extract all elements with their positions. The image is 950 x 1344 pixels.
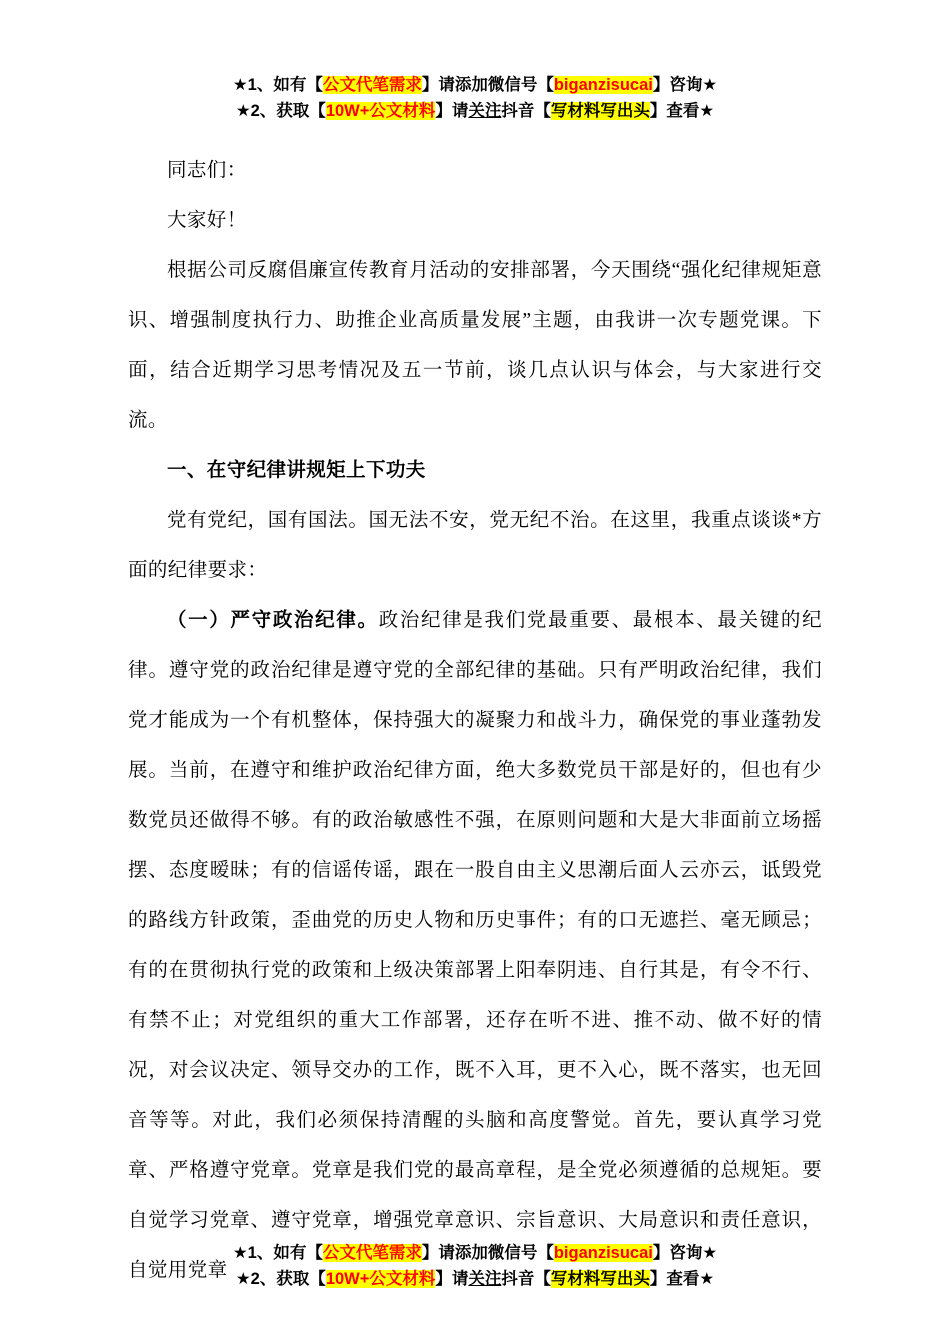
star-right-icon: ★: [699, 102, 715, 120]
promo-line2-seg2: 】请: [435, 1270, 469, 1288]
promo-line2-highlight-2: 写材料写出头: [550, 1270, 650, 1288]
promo-line1-highlight-1: 公文代笔需求: [322, 1244, 422, 1262]
promo-line1-highlight-1: 公文代笔需求: [322, 76, 422, 94]
promo-banner-line-1: [0, 1240, 950, 1266]
promo-line1-highlight-2: biganzisucai: [553, 1244, 653, 1262]
star-left-icon: ★: [235, 102, 251, 120]
subsection-text: 政治纪律是我们党最重要、最根本、最关键的纪律。遵守党的政治纪律是遵守党的全部纪律的基础。只有严明政治纪律，我们党才能成为一个有机整体，保持强大的凝聚力和战斗力，确保党的事业蓬勃发展。当前，在遵守和维护政治纪律方面，绝大多数党员干部是好的，但也有少数党员还做得不够。有的政治敏感性不强，在原则问题和大是大非面前立场摇摆、态度暧昧；有的信谣传谣，跟在一股自由主义思潮后面人云亦云，诋毁党的路线方针政策，歪曲党的历史人物和历史事件；有的口无遮拦、毫无顾忌；有的在贯彻执行党的政策和上级决策部署上阳奉阴违、自行其是，有令不行、有禁不止；对党组织的重大工作部署，还存在听不进、推不动、做不好的情况，对会议决定、领导交办的工作，既不入耳，更不入心，既不落实，也无回音等等。对此，我们必须保持清醒的头脑和高度警觉。首先，要认真学习党章、严格遵守党章。党章是我们党的最高章程，是全党必须遵循的总规矩。要自觉学习党章、遵守党章，增强党章意识、宗旨意识、大局意识和责任意识，自觉用党章: [128, 610, 822, 1281]
promo-banner-line-2: [128, 98, 822, 124]
paragraph-subsection-1: [128, 596, 822, 1296]
star-right-icon: ★: [702, 1244, 718, 1262]
promo-line2-seg2: 】请: [435, 102, 469, 120]
promo-line2-underline: 关注: [468, 1270, 502, 1288]
promo-line2-highlight-1: 10W+公文材料: [325, 102, 436, 120]
star-left-icon: ★: [232, 76, 248, 94]
paragraph-intro: 根据公司反腐倡廉宣传教育月活动的安排部署，今天围绕“强化纪律规矩意识、增强制度执行力、助推企业高质量发展”主题，由我讲一次专题党课。下面，结合近期学习思考情况及五一节前，谈几点认识与体会，与大家进行交流。: [128, 260, 822, 431]
promo-banner-line-2: [0, 1266, 950, 1292]
promo-line1-seg2: 】请添加微信号【: [421, 1244, 554, 1262]
promo-banner-top: [128, 72, 822, 124]
promo-line1-seg1: 1、如有【: [247, 1244, 323, 1262]
promo-line1-seg3: 】咨询: [652, 76, 703, 94]
promo-line2-seg3: 抖音【: [501, 102, 551, 120]
star-right-icon: ★: [702, 76, 718, 94]
promo-line2-highlight-2: 写材料写出头: [550, 102, 650, 120]
section-heading-1: 一、在守纪律讲规矩上下功夫: [167, 460, 426, 481]
promo-line2-seg1: 2、获取【: [250, 102, 326, 120]
paragraph-salutation: 同志们：: [167, 160, 247, 181]
document-body: [128, 146, 822, 1296]
promo-line2-underline: 关注: [468, 102, 502, 120]
promo-line2-seg4: 】查看: [649, 102, 700, 120]
promo-line2-seg1: 2、获取【: [250, 1270, 326, 1288]
promo-line1-seg3: 】咨询: [652, 1244, 703, 1262]
paragraph-section-intro: 党有党纪，国有国法。国无法不安，党无纪不治。在这里，我重点谈谈*方面的纪律要求：: [128, 510, 822, 581]
promo-line1-highlight-2: biganzisucai: [553, 76, 653, 94]
star-right-icon: ★: [699, 1270, 715, 1288]
promo-line2-seg4: 】查看: [649, 1270, 700, 1288]
promo-banner-line-1: [128, 72, 822, 98]
promo-line2-highlight-1: 10W+公文材料: [325, 1270, 436, 1288]
star-left-icon: ★: [232, 1244, 248, 1262]
promo-line1-seg2: 】请添加微信号【: [421, 76, 554, 94]
subsection-label: （一）严守政治纪律。: [167, 610, 379, 631]
star-left-icon: ★: [235, 1270, 251, 1288]
promo-line1-seg1: 1、如有【: [247, 76, 323, 94]
paragraph-greeting: 大家好！: [167, 210, 247, 231]
promo-banner-bottom: [0, 1240, 950, 1292]
promo-line2-seg3: 抖音【: [501, 1270, 551, 1288]
